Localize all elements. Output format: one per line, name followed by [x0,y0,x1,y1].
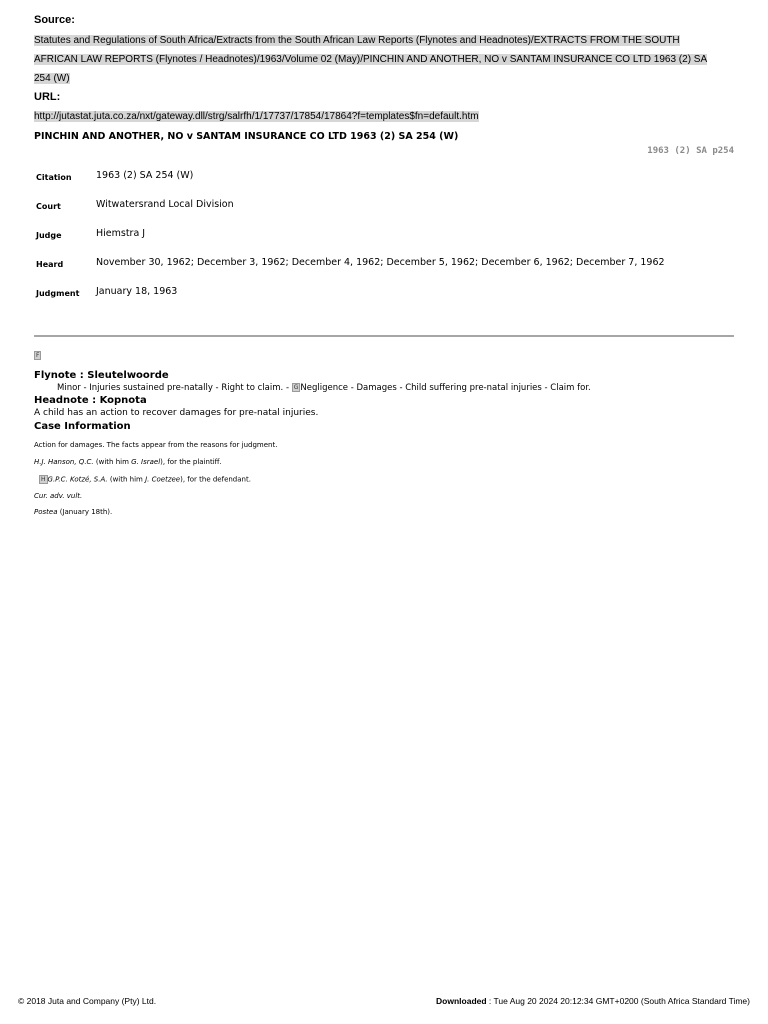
flynote-part-1: Minor - Injuries sustained pre-natally - Right to claim. - [57,383,292,393]
flynote-text [34,382,734,394]
connector-text: ), for the defendant. [180,475,251,484]
source-label: Source: [34,14,75,26]
meta-row-heard [36,257,665,286]
counsel-defendant: G.P.C. Kotzé, S.A. [47,475,108,484]
downloaded-label: Downloaded [436,996,487,1006]
section-divider [34,335,734,337]
meta-value: November 30, 1962; December 3, 1962; December 4, 1962; December 5, 1962; December 6, 1962; December 7, 1962 [96,257,665,268]
meta-key: Heard [36,260,64,269]
source-path [34,28,724,85]
headnote-heading: Headnote : Kopnota [34,395,147,406]
source-path-text: Statutes and Regulations of South Africa/Extracts from the South African Law Reports (Flynotes and Headnotes)/EXTRACTS FROM THE SOUTH AFRICAN LAW REPORTS (Flynotes / Headnotes)/1963/Volume 02 (May)/PINCHIN AND ANOTHER, NO v SANTAM INSURANCE CO LTD 1963 (2) SA 254 (W) [34,35,708,84]
flynote-part-2: Negligence - Damages - Child suffering pre-natal injuries - Claim for. [300,383,591,393]
junior-defendant: J. Coetzee [145,475,181,484]
headnote-text: A child has an action to recover damages for pre-natal injuries. [34,408,319,418]
connector-text: (with him [107,475,146,484]
connector-text: ), for the plaintiff. [160,458,222,466]
flynote-heading: Flynote : Sleutelwoorde [34,370,169,381]
postea: Postea [34,507,58,516]
meta-value: Hiemstra J [96,228,146,239]
meta-row-judgment [36,286,665,315]
case-meta-table [36,170,665,315]
meta-row-judge [36,228,665,257]
page-marker-f[interactable]: F [36,352,40,359]
meta-value: 1963 (2) SA 254 (W) [96,170,194,181]
counsel-plaintiff: H.J. Hanson, Q.C. [34,458,94,466]
case-info-para-5 [34,508,734,517]
document-page [34,14,734,517]
downloaded-value: : Tue Aug 20 2024 20:12:34 GMT+0200 (South Africa Standard Time) [486,996,750,1006]
meta-key: Court [36,202,61,211]
footer-copyright: © 2018 Juta and Company (Pty) Ltd. [18,996,157,1006]
meta-key: Judgment [36,289,80,298]
page-citation: 1963 (2) SA p254 [647,146,734,156]
case-info-para-3 [34,475,734,485]
meta-key: Citation [36,173,72,182]
meta-row-court [36,199,665,228]
cur-adv-vult: Cur. adv. vult. [34,491,83,500]
case-info-para-1: Action for damages. The facts appear from the reasons for judgment. [34,441,278,449]
meta-value: January 18, 1963 [96,286,178,297]
meta-value: Witwatersrand Local Division [96,199,234,210]
connector-text: (with him [93,458,132,466]
url-block [34,104,734,123]
junior-plaintiff: G. Israel [131,458,161,466]
footer-downloaded [436,996,750,1006]
page-marker-h[interactable]: H [41,476,46,483]
url-label: URL: [34,91,61,103]
meta-row-citation [36,170,665,199]
case-info-para-2 [34,458,734,467]
case-info-heading: Case Information [34,421,131,432]
case-info-para-4 [34,492,734,501]
postea-date: (January 18th). [57,507,113,516]
url-link[interactable]: http://jutastat.juta.co.za/nxt/gateway.dll/strg/salrfh/1/17737/17854/17864?f=templates$fn=default.htm [34,111,479,122]
case-title: PINCHIN AND ANOTHER, NO v SANTAM INSURANCE CO LTD 1963 (2) SA 254 (W) [34,131,459,142]
meta-key: Judge [36,231,62,240]
page-marker-g[interactable]: G [293,384,299,391]
